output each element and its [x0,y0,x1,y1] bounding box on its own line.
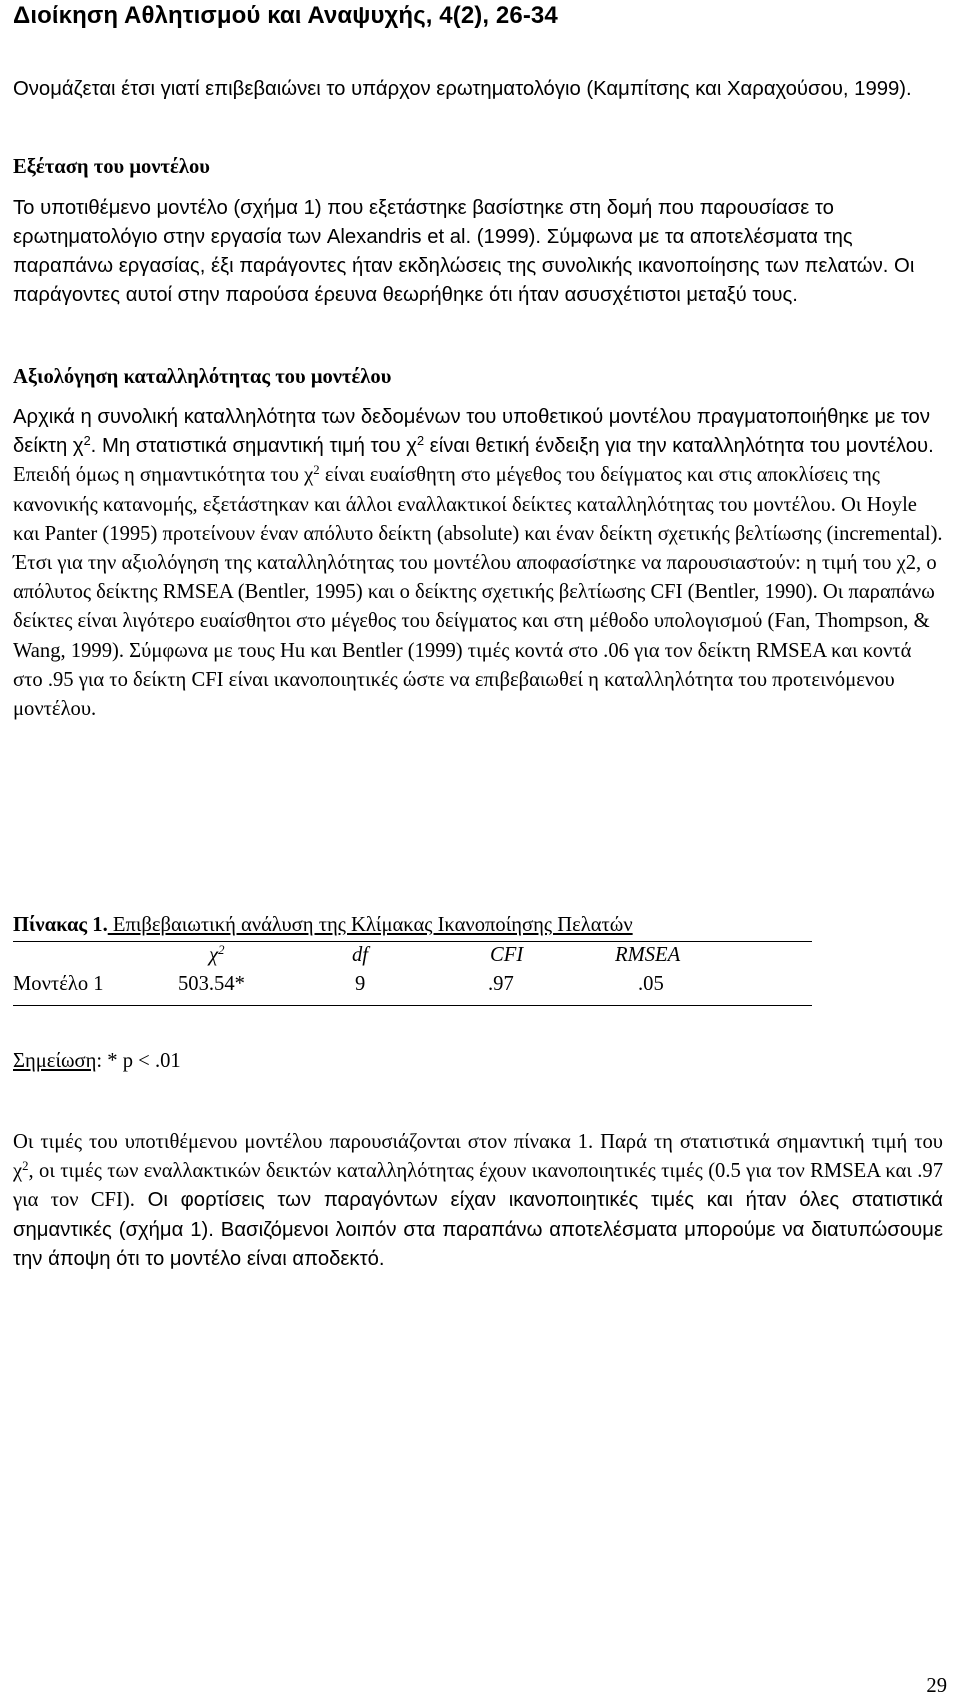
text-run: Οι τιμές του υποτιθέμενου μοντέλου παρουσιάζονται στον πίνακα 1. Παρά τη στατιστικά σημαντική τιμή του χ [13,1131,943,1183]
paragraph-model-fit [13,403,943,724]
text-run: Οι φορτίσεις των παραγόντων είχαν ικανοποιητικές τιμές και ήταν όλες στατιστικά σημαντικές (σχήμα 1). Βασιζόμενοι λοιπόν στα παραπάνω αποτελέσματα μπορούμε να διατυπώσουμε την άποψη ότι το μοντέλο είναι αποδεκτό. [13,1189,943,1270]
table-cell-df: 9 [355,973,366,995]
table-header-df: df [352,944,369,966]
table-cell-chi-square: 503.54* [178,973,245,995]
table-caption [13,911,943,940]
table-header-cfi: CFI [490,944,524,966]
table-top-rule [13,941,812,942]
superscript: 2 [22,1159,29,1174]
paragraph-model-examination: Το υποτιθέμενο μοντέλο (σχήμα 1) που εξετάστηκε βασίστηκε στη δομή που παρουσίασε το ερωτηματολόγιο στην εργασία των Alexandris et al. (1999). Σύμφωνα με τα αποτελέσματα της παραπάνω εργασίας, έξι παράγοντες ήταν εκδηλώσεις της συνολικής ικανοποίησης των πελατών. Οι παράγοντες αυτοί στην παρούσα έρευνα θεωρήθηκε ότι ήταν ασυσχέτιστοι μεταξύ τους. [13,197,915,306]
section-heading-model-examination: Εξέταση του μοντέλου [13,156,210,178]
table-row-label: Μοντέλο 1 [13,973,104,995]
table-caption-text: Επιβεβαιωτική ανάλυση της Κλίμακας Ικανοποίησης Πελατών [107,914,633,936]
paragraph-results [13,1128,943,1274]
section-heading-model-fit: Αξιολόγηση καταλληλότητας του μοντέλου [13,366,392,388]
table-note-label: Σημείωση [13,1050,97,1072]
journal-header: Διοίκηση Αθλητισμού και Αναψυχής, 4(2), 26-34 [13,2,558,29]
page-number: 29 [926,1675,947,1697]
superscript: 2 [313,463,320,478]
table-caption-label: Πίνακας 1. [13,914,108,936]
table-cell-cfi: .97 [488,973,514,995]
table-note [13,1047,943,1076]
table-note-text: : * p < .01 [96,1050,181,1072]
superscript: 2 [416,433,425,449]
superscript: 2 [218,942,225,957]
table-header-chi-square [209,942,224,968]
text-run: Αρχικά η συνολική καταλληλότητα των δεδομένων του υποθετικού μοντέλου πραγματοποιήθηκε με τον δείκτη χ [13,406,930,458]
table-header-rmsea: RMSEA [615,944,681,966]
text-run: , οι τιμές των εναλλακτικών δεικτών καταλληλότητας έχουν ικανοποιητικές τιμές (0.5 για τον RMSEA και .97 για τον CFI). [13,1160,943,1212]
superscript: 2 [83,433,91,449]
text-run: Επειδή όμως η σημαντικότητα του χ [13,464,314,487]
table-bottom-rule [13,1005,812,1006]
text-run: είναι ευαίσθητη στο μέγεθος του δείγματος και στις αποκλίσεις της κανονικής κατανομής, εξετάστηκαν και άλλοι εναλλακτικοί δείκτες καταλληλότητας του μοντέλου. Οι Hoyle και Panter (1995) προτείνουν έναν απόλυτο δείκτη (absolute) και έναν δείκτη σχετικής βελτίωσης (incremental). Έτσι για την αξιολόγηση της καταλληλότητας του μοντέλου αποφασίστηκε να παρουσιαστούν: η τιμή του χ2, ο απόλυτος δείκτης RMSEA (Bentler, 1995) και ο δείκτης σχετικής βελτίωσης CFI (Bentler, 1990). Οι παραπάνω δείκτες είναι λιγότερο ευαίσθητοι στο μέγεθος του δείγματος και στη μέθοδο υπολογισμού (Fan, Thompson, & Wang, 1999). Σύμφωνα με τους Hu και Bentler (1999) τιμές κοντά στο .06 για τον δείκτη RMSEA και κοντά στο .95 για το δείκτη CFI είναι ικανοποιητικές ώστε να επιβεβαιωθεί η καταλληλότητα του προτεινόμενου μοντέλου. [13,464,943,721]
table-cell-rmsea: .05 [638,973,664,995]
text-run: είναι θετική ένδειξη για την καταλληλότητα του μοντέλου. [424,435,934,458]
text-run: . Μη στατιστικά σημαντική τιμή του χ [90,435,417,458]
table-header-chi-text: χ [209,944,219,966]
paragraph-intro: Ονομάζεται έτσι γιατί επιβεβαιώνει το υπάρχον ερωτηματολόγιο (Καμπίτσης και Χαραχούσου, 1999). [13,78,912,100]
